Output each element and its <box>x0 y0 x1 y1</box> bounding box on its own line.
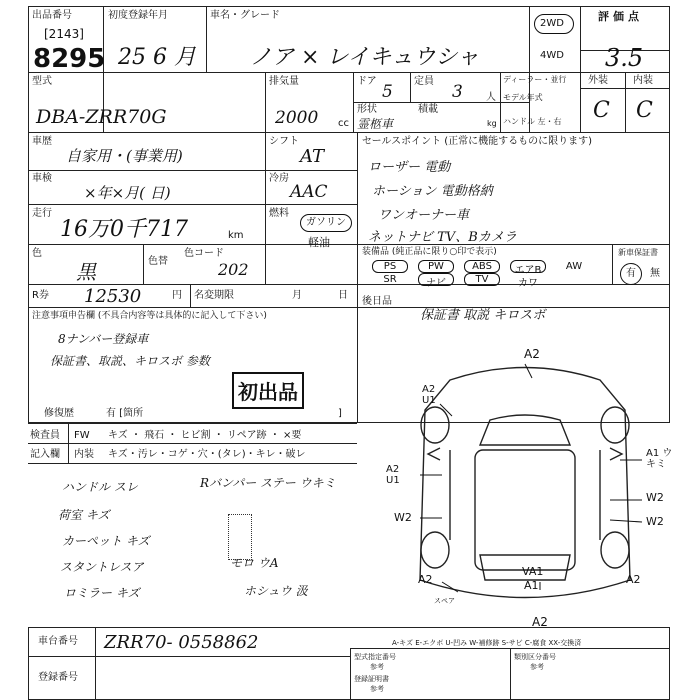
color-label: 色 <box>32 248 42 259</box>
persons-unit: 人 <box>486 92 496 103</box>
diag-mark-rear: A2 <box>532 615 548 629</box>
notes-line-2: 保証書、取説、キロスボ 参数 <box>50 354 210 368</box>
interior-value: C <box>636 98 653 123</box>
diag-mark-left-2: A2 U1 <box>386 464 400 486</box>
diag-mark-rear-left: A2 <box>418 573 433 586</box>
grid-line <box>357 132 358 307</box>
wd-2: 2WD <box>540 18 564 29</box>
ac-label: 冷房 <box>269 173 289 184</box>
chassis-value: ZRR70- 0558862 <box>104 632 259 653</box>
inspector-interior: 内装 <box>74 449 94 460</box>
scribble <box>228 514 252 560</box>
class-ref: 参考 <box>530 663 544 671</box>
equip-sr: SR <box>383 274 397 285</box>
reg-cert-ref: 参考 <box>370 685 384 693</box>
equip-pw: PW <box>428 261 444 272</box>
remark-right-1: Rバンパー ステー ウキミ <box>200 476 336 490</box>
equip-circle <box>418 260 454 273</box>
grid-line <box>529 6 530 132</box>
kg-unit: kg <box>487 119 497 128</box>
remark-left-5: ロミラー キズ <box>64 586 140 600</box>
grid-line <box>206 6 207 72</box>
sales-line-4: ネットナビ TV、Bカメラ <box>368 230 517 245</box>
grid-line <box>625 72 626 132</box>
equip-tv: TV <box>475 274 489 285</box>
model-value: DBA-ZRR70G <box>36 106 167 128</box>
first-reg-label: 初度登録年月 <box>108 10 168 21</box>
class-label: 類別区分番号 <box>514 653 556 661</box>
mileage-label: 走行 <box>32 208 52 219</box>
reg-label: 登録番号 <box>38 672 78 683</box>
notes-title: 注意事項申告欄 (不具合内容等は具体的に記入して下さい) <box>32 311 267 321</box>
sales-line-1: ローザー 電動 <box>368 160 451 175</box>
exterior-value: C <box>593 98 610 123</box>
remark-right-4: モロ ウA <box>230 556 279 570</box>
equip-circle <box>510 260 546 273</box>
diag-mark-rear-a1: A1 <box>524 579 539 592</box>
diag-mark-rear-va: VA1 <box>522 565 544 578</box>
grid-line <box>190 284 191 307</box>
lot-label: 出品番号 <box>32 10 72 21</box>
carname-label: 車名・グレード <box>210 10 280 21</box>
remark-left-4: スタントレスア <box>60 560 144 574</box>
history-options: 自家用・(事業用) <box>66 147 183 165</box>
equip-circle <box>418 273 454 286</box>
warranty-label: 新車保証書 <box>618 248 658 257</box>
grid-line <box>68 423 69 463</box>
grid-line <box>410 72 411 102</box>
equip-circle <box>464 273 500 286</box>
after-equip-value: 保証書 取説 キロスボ <box>420 308 546 323</box>
doors-value: 5 <box>382 82 393 102</box>
ac-value: AAC <box>290 182 328 202</box>
equipment-title: 装備品 (純正品に限り○印で表示) <box>362 247 497 257</box>
grid-line <box>28 72 670 73</box>
lot-sub: [2143] <box>44 27 84 41</box>
grid-line <box>28 443 357 444</box>
grid-line <box>357 284 358 423</box>
sales-points-title: セールスポイント (正常に機能するものに限ります) <box>362 136 593 147</box>
exterior-label: 外装 <box>588 75 608 86</box>
cc-unit: cc <box>338 118 349 129</box>
grid-line <box>143 244 144 284</box>
damage-legend: A-キズ E-エクボ U-凹み W-補修跡 S-サビ C-腐食 XX-交換済 <box>392 639 582 647</box>
grid-line <box>28 307 670 308</box>
warranty-no: 無 <box>650 268 660 279</box>
grid-line <box>510 648 511 700</box>
sales-line-2: ホーション 電動格納 <box>372 184 493 199</box>
grid-line <box>28 170 357 171</box>
equip-leather: カワ <box>518 278 538 289</box>
displacement-value: 2000 <box>275 108 319 128</box>
diag-mark-right-3: W2 <box>646 515 664 528</box>
notes-line-1: 8ナンバー登録車 <box>58 332 149 346</box>
chassis-label: 車台番号 <box>38 636 78 647</box>
inspection-value: ×年×月( 日) <box>84 184 171 202</box>
capacity-label: 定員 <box>414 76 434 87</box>
equip-ps: PS <box>383 261 397 272</box>
grid-line <box>28 656 350 657</box>
repair-value: 有 [箇所 <box>106 408 144 419</box>
type-cert-ref: 参考 <box>370 663 384 671</box>
name-change-label: 名変期限 <box>194 290 234 301</box>
shape-value: 霊柩車 <box>357 117 394 131</box>
diag-mark-front: A2 <box>524 347 540 361</box>
capacity-value: 3 <box>452 82 463 102</box>
inspector-label-1: 検査員 <box>30 430 60 441</box>
yen-unit: 円 <box>172 290 182 301</box>
grid-line <box>265 72 266 132</box>
interior-label: 内装 <box>633 75 653 86</box>
diag-mark-front-left: A2 U1 <box>422 384 436 406</box>
remark-left-1: ハンドル スレ <box>62 480 138 494</box>
warranty-yes: 有 <box>626 268 636 279</box>
dealer-label: ディーラー・並行 <box>503 75 567 84</box>
equip-circle <box>372 260 408 273</box>
repair-label: 修復歴 <box>44 408 74 419</box>
diag-mark-rear-right: A2 <box>626 573 641 586</box>
carname-value: ノア × レイキュウシャ <box>250 45 479 70</box>
remark-right-5: ホシュウ 汲 <box>244 584 308 598</box>
grid-line <box>95 627 96 700</box>
equip-airbag: エアB <box>514 265 542 276</box>
shape-label: 形状 <box>357 104 377 115</box>
repair-close: ] <box>338 408 342 419</box>
diag-mark-right-2: W2 <box>646 491 664 504</box>
grid-line <box>28 204 357 205</box>
remark-left-2: 荷室 キズ <box>58 508 110 522</box>
load-label: 積載 <box>418 104 438 115</box>
recycle-label: R券 <box>32 290 49 301</box>
type-cert-label: 型式指定番号 <box>354 653 396 661</box>
grid-line <box>350 648 351 700</box>
diag-mark-left-3: W2 <box>394 511 412 524</box>
inspector-label-2: 記入欄 <box>30 449 60 460</box>
color-value: 黒 <box>76 260 96 284</box>
shift-value: AT <box>300 146 325 167</box>
inspection-label: 車検 <box>32 173 52 184</box>
after-equip-label: 後日品 <box>362 296 392 307</box>
displacement-label: 排気量 <box>269 76 299 87</box>
lot-number: 8295 <box>33 44 106 74</box>
inspector-fw: FW <box>74 430 90 441</box>
equip-aw: AW <box>565 261 583 272</box>
score-value: 3.5 <box>605 44 644 72</box>
mileage-value: 16万0千717 <box>60 217 188 242</box>
grid-line <box>265 132 266 284</box>
handle-label: ハンドル 左・右 <box>503 117 562 126</box>
diag-mark-spare: スペア <box>434 597 455 605</box>
reg-cert-label: 登録証明書 <box>354 675 389 683</box>
grid-line <box>580 6 581 132</box>
fuel-diesel: 軽油 <box>308 236 330 249</box>
diag-mark-right-1: A1 ウキミ <box>646 448 673 470</box>
model-year-label: モデル年式 <box>503 93 543 102</box>
recycle-value: 12530 <box>84 286 142 307</box>
equip-navi: ナビ <box>426 278 446 289</box>
grid-line <box>28 423 357 424</box>
remark-left-3: カーペット キズ <box>62 534 150 548</box>
km-unit: km <box>228 230 244 241</box>
color-change-label: 色替 <box>148 256 168 267</box>
color-code-value: 202 <box>218 260 249 279</box>
first-listing-stamp: 初出品 <box>232 372 304 409</box>
grid-line <box>500 72 501 132</box>
grid-line <box>28 463 357 464</box>
shift-label: シフト <box>269 136 299 147</box>
fuel-label: 燃料 <box>269 208 289 219</box>
grid-line <box>612 244 613 284</box>
first-reg-value: 25 6 月 <box>118 45 196 70</box>
sales-line-3: ワンオーナー車 <box>378 208 470 223</box>
fuel-gas: ガソリン <box>306 217 346 228</box>
wd-4: 4WD <box>540 50 564 61</box>
doors-label: ドア <box>357 76 377 87</box>
grid-line <box>28 132 670 133</box>
day-unit: 日 <box>338 290 348 301</box>
score-label: 評価点 <box>598 10 643 23</box>
equip-abs: ABS <box>472 261 492 272</box>
grid-line <box>580 88 670 89</box>
color-code-label: 色コード <box>184 248 224 259</box>
history-label: 車歴 <box>32 136 52 147</box>
inspector-row-2: キズ・汚レ・コゲ・穴・(タレ)・キレ・破レ <box>108 449 306 460</box>
equip-circle <box>464 260 500 273</box>
month-unit: 月 <box>292 290 302 301</box>
grid-line <box>28 284 670 285</box>
model-label: 型式 <box>32 76 52 87</box>
inspector-row-1: キズ ・ 飛石 ・ ヒビ割 ・ リペア跡 ・ ×要 <box>108 430 302 441</box>
